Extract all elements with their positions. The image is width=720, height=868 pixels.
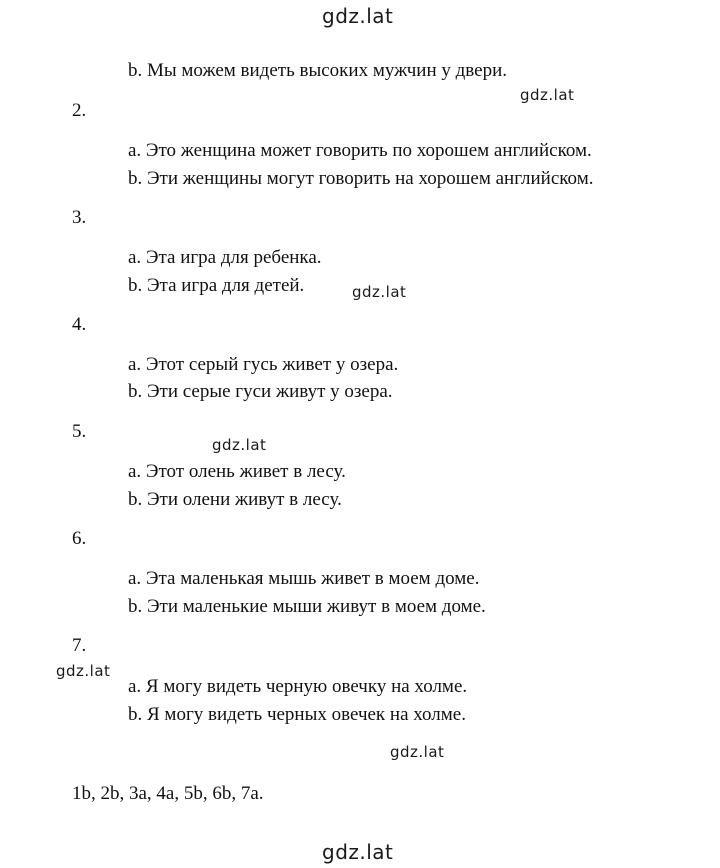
item-2-option-a: a. Это женщина может говорить по хорошем английском. — [128, 140, 592, 161]
item-6-option-a: a. Эта маленькая мышь живет в моем доме. — [128, 568, 480, 589]
item-1-option-b: b. Мы можем видеть высоких мужчин у двери. — [128, 60, 508, 81]
item-4-option-a: a. Этот серый гусь живет у озера. — [128, 354, 399, 375]
item-5-option-b: b. Эти олени живут в лесу. — [128, 489, 342, 510]
watermark-bottom: gdz.lat — [322, 840, 394, 864]
watermark: gdz.lat — [56, 662, 111, 680]
item-3-option-a: a. Эта игра для ребенка. — [128, 247, 322, 268]
watermark: gdz.lat — [520, 86, 575, 104]
item-4-option-b: b. Эти серые гуси живут у озера. — [128, 381, 393, 402]
item-5-number: 5. — [72, 421, 87, 442]
watermark: gdz.lat — [352, 283, 407, 301]
item-5-option-a: a. Этот олень живет в лесу. — [128, 461, 346, 482]
item-7-option-b: b. Я могу видеть черных овечек на холме. — [128, 704, 466, 725]
item-7-option-a: a. Я могу видеть черную овечку на холме. — [128, 676, 468, 697]
watermark: gdz.lat — [390, 743, 445, 761]
item-2-option-b: b. Эти женщины могут говорить на хорошем английском. — [128, 168, 594, 189]
item-2-number: 2. — [72, 100, 87, 121]
watermark-top: gdz.lat — [322, 4, 394, 28]
item-7-number: 7. — [72, 635, 87, 656]
item-6-number: 6. — [72, 528, 87, 549]
watermark: gdz.lat — [212, 436, 267, 454]
item-3-number: 3. — [72, 207, 87, 228]
answer-key: 1b, 2b, 3a, 4a, 5b, 6b, 7a. — [72, 783, 264, 804]
item-3-option-b: b. Эта игра для детей. — [128, 275, 305, 296]
item-4-number: 4. — [72, 314, 87, 335]
item-6-option-b: b. Эти маленькие мыши живут в моем доме. — [128, 596, 486, 617]
